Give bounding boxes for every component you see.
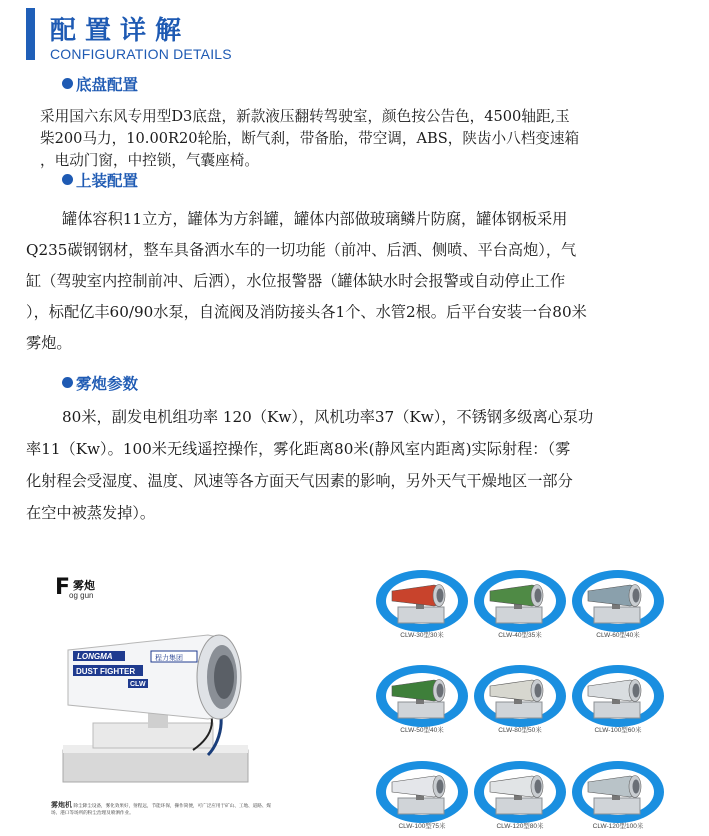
product-card bbox=[570, 567, 666, 642]
product-label: CLW-30型30米 bbox=[400, 632, 444, 639]
poster-title-en: og gun bbox=[69, 591, 94, 600]
poster-company: 程力集团 bbox=[155, 654, 183, 662]
fog-gun-product-image bbox=[480, 760, 560, 820]
product-card bbox=[472, 662, 568, 737]
product-label: CLW-40型35米 bbox=[498, 632, 542, 639]
fog-gun-product-image bbox=[480, 569, 560, 629]
product-label: CLW-120型80米 bbox=[496, 823, 544, 830]
poster-brand: LONGMA bbox=[77, 652, 113, 661]
header-accent-bar bbox=[26, 8, 35, 60]
bullet-dot-icon bbox=[62, 377, 73, 388]
bullet-dot-icon bbox=[62, 78, 73, 89]
product-card bbox=[570, 758, 666, 833]
section-heading-body: 上装配置 bbox=[62, 169, 138, 191]
section-heading-chassis: 底盘配置 bbox=[62, 73, 138, 95]
page-subtitle: CONFIGURATION DETAILS bbox=[50, 46, 232, 62]
poster-footnote: 雾炮机 除尘降尘设备，雾化效果好，射程远，节能环保，操作简便，可广泛应用于矿山、工地、道路、煤场、港口等场所的粉尘治理及喷洒作业。 bbox=[51, 801, 272, 816]
fog-gun-product-image bbox=[480, 664, 560, 724]
product-label: CLW-80型50米 bbox=[498, 727, 542, 734]
product-label: CLW-60型40米 bbox=[596, 632, 640, 639]
page-title: 配置详解 bbox=[50, 16, 191, 46]
section-body-fog-gun: 80米，副发电机组功率 120（Kw），风机功率37（Kw），不锈钢多级离心泵功 率11（Kw）。100米无线遥控操作，雾化距离80米(静风室内距离)实际射程：（雾 化射程会受湿度、温度、风速等各方面天气因素的影响，另外天气干燥地区一部分 在空中被蒸发掉）。 bbox=[26, 408, 594, 522]
poster-letter: F bbox=[55, 575, 71, 600]
poster-title-zh: 雾炮 bbox=[73, 579, 95, 592]
fog-gun-product-image bbox=[578, 569, 658, 629]
product-card bbox=[374, 662, 470, 737]
section-body-chassis: 采用国六东风专用型D3底盘，新款液压翻转驾驶室，颜色按公告色，4500轴距,玉 柴200马力，10.00R20轮胎，断气刹，带备胎，带空调，ABS，陕齿小八档变速箱 ，电动门窗，中控锁，气囊座椅。 bbox=[40, 108, 580, 169]
product-card bbox=[374, 758, 470, 833]
fog-gun-image bbox=[43, 605, 275, 805]
fog-gun-product-image bbox=[578, 760, 658, 820]
fog-gun-poster bbox=[43, 555, 275, 836]
product-card bbox=[374, 567, 470, 642]
product-label: CLW-120型100米 bbox=[592, 823, 644, 830]
poster-badge: DUST FIGHTER bbox=[76, 667, 136, 676]
product-label: CLW-100型75米 bbox=[398, 823, 446, 830]
poster-model: CLW bbox=[130, 681, 146, 688]
fog-gun-product-image bbox=[382, 760, 462, 820]
fog-gun-product-image bbox=[382, 664, 462, 724]
product-card bbox=[570, 662, 666, 737]
product-card bbox=[472, 567, 568, 642]
section-body-upper: 罐体容积11立方，罐体为方斜罐，罐体内部做玻璃鳞片防腐，罐体钢板采用 Q235碳钢钢材，整车具备洒水车的一切功能（前冲、后洒、侧喷、平台高炮），气 缸（驾驶室内控制前冲、后洒），水位报警器（罐体缺水时会报警或自动停止工作 ），标配亿丰60/90水泵，自流阀及消防接头各1个、水管2根。后平台安装一台80米 雾炮。 bbox=[26, 210, 587, 352]
product-label: CLW-100型60米 bbox=[594, 727, 642, 734]
bullet-dot-icon bbox=[62, 174, 73, 185]
product-card bbox=[472, 758, 568, 833]
fog-gun-product-image bbox=[382, 569, 462, 629]
fog-gun-product-image bbox=[578, 664, 658, 724]
section-heading-fog-gun: 雾炮参数 bbox=[62, 372, 138, 394]
product-label: CLW-50型40米 bbox=[400, 727, 444, 734]
